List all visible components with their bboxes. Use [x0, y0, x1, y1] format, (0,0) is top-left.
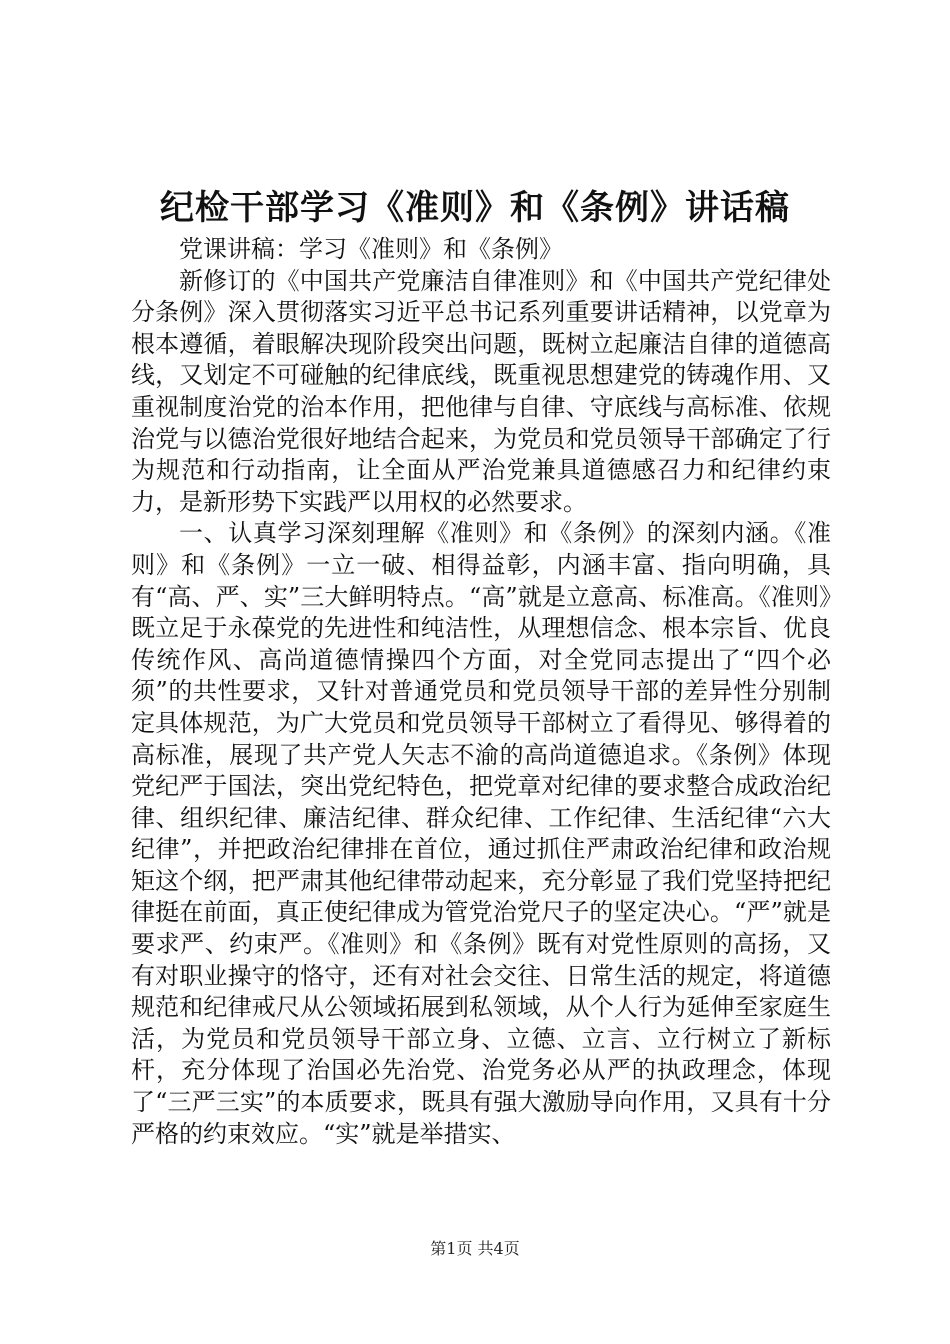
page-footer: 第1页 共4页: [430, 1239, 520, 1258]
document-body: [131, 234, 831, 1150]
paragraph-subtitle: 党课讲稿：学习《准则》和《条例》: [179, 235, 563, 263]
paragraph-section-one: 一、认真学习深刻理解《准则》和《条例》的深刻内涵。《准则》和《条例》一立一破、相得益彰，内涵丰富、指向明确，具有“高、严、实”三大鲜明特点。“高”就是立意高、标准高。《准则》既立足于永葆党的先进性和纯洁性，从理想信念、根本宗旨、优良传统作风、高尚道德情操四个方面，对全党同志提出了“四个必须”的共性要求，又针对普通党员和党员领导干部的差异性分别制定具体规范，为广大党员和党员领导干部树立了看得见、够得着的高标准，展现了共产党人矢志不渝的高尚道德追求。《条例》体现党纪严于国法，突出党纪特色，把党章对纪律的要求整合成政治纪律、组织纪律、廉洁纪律、群众纪律、工作纪律、生活纪律“六大纪律”，并把政治纪律排在首位，通过抓住严肃政治纪律和政治规矩这个纲，把严肃其他纪律带动起来，充分彰显了我们党坚持把纪律挺在前面，真正使纪律成为管党治党尺子的坚定决心。“严”就是要求严、约束严。《准则》和《条例》既有对党性原则的高扬，又有对职业操守的恪守，还有对社会交往、日常生活的规定，将道德规范和纪律戒尺从公领域拓展到私领域，从个人行为延伸至家庭生活，为党员和党员领导干部立身、立德、立言、立行树立了新标杆，充分体现了治国必先治党、治党务必从严的执政理念，体现了“三严三实”的本质要求，既具有强大激励导向作用，又具有十分严格的约束效应。“实”就是举措实、: [131, 519, 831, 1148]
paragraph-intro: 新修订的《中国共产党廉洁自律准则》和《中国共产党纪律处分条例》深入贯彻落实习近平总书记系列重要讲话精神，以党章为根本遵循，着眼解决现阶段突出问题，既树立起廉洁自律的道德高线，又划定不可碰触的纪律底线，既重视思想建党的铸魂作用、又重视制度治党的治本作用，把他律与自律、守底线与高标准、依规治党与以德治党很好地结合起来，为党员和党员领导干部确定了行为规范和行动指南，让全面从严治党兼具道德感召力和纪律约束力，是新形势下实践严以用权的必然要求。: [131, 266, 831, 516]
document-title: 纪检干部学习《准则》和《条例》讲话稿: [160, 188, 790, 228]
